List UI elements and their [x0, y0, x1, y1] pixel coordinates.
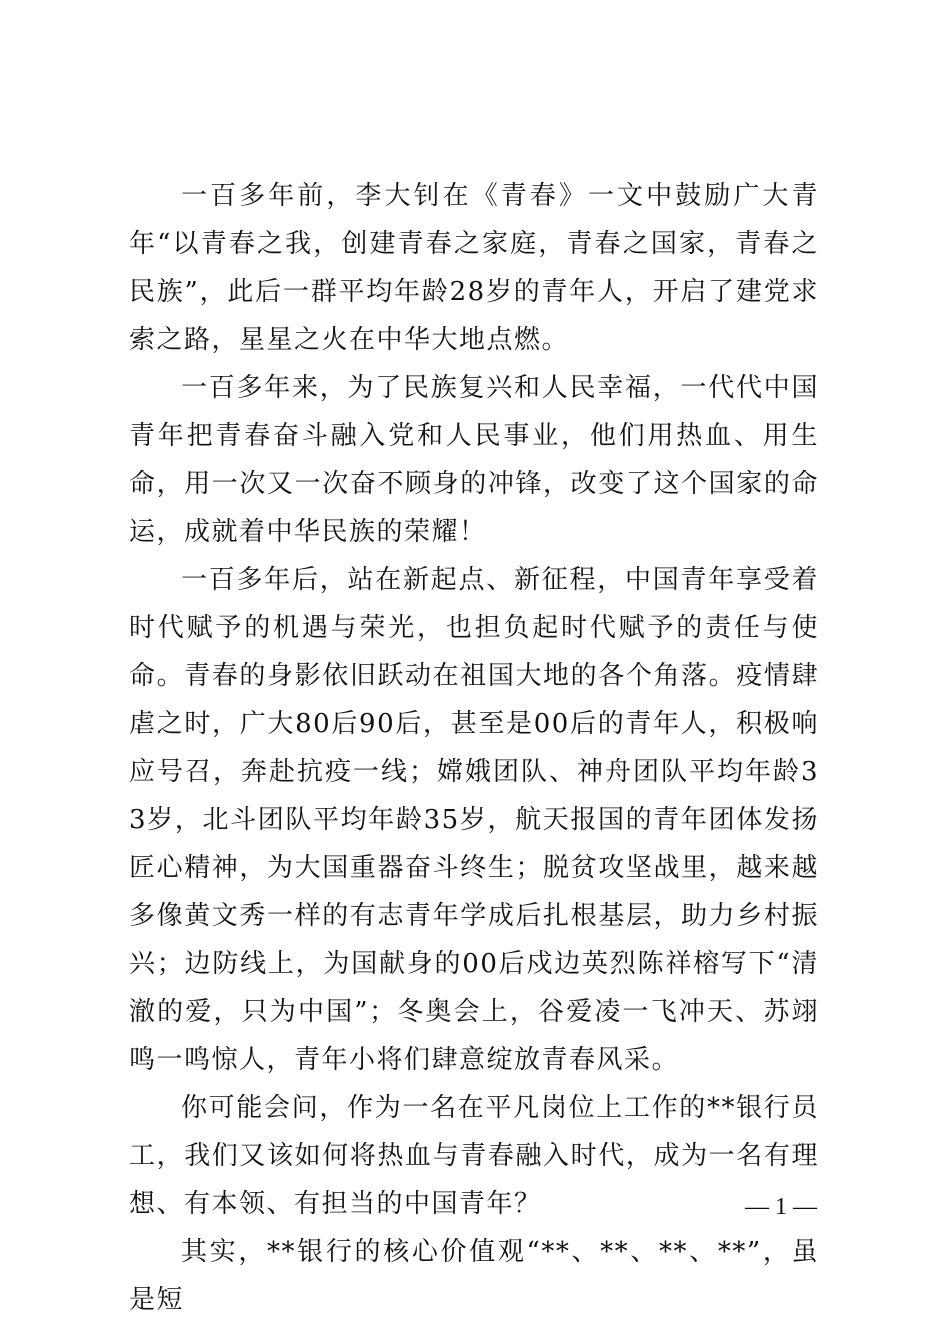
- document-body: [129, 172, 819, 1324]
- paragraph-3: 一百多年后，站在新起点、新征程，中国青年享受着时代赋予的机遇与荣光，也担负起时代赋予的责任与使命。青春的身影依旧跃动在祖国大地的各个角落。疫情肆虐之时，广大80后90后，甚至是00后的青年人，积极响应号召，奔赴抗疫一线；嫦娥团队、神舟团队平均年龄33岁，北斗团队平均年龄35岁，航天报国的青年团体发扬匠心精神，为大国重器奋斗终生；脱贫攻坚战里，越来越多像黄文秀一样的有志青年学成后扎根基层，助力乡村振兴；边防线上，为国献身的00后戍边英烈陈祥榕写下“清澈的爱，只为中国”；冬奥会上，谷爱凌一飞冲天、苏翊鸣一鸣惊人，青年小将们肆意绽放青春风采。: [129, 565, 819, 1075]
- paragraph-4: 你可能会问，作为一名在平凡岗位上工作的**银行员工，我们又该如何将热血与青春融入时代，成为一名有理想、有本领、有担当的中国青年？: [129, 1093, 819, 1219]
- paragraph-5: 其实，**银行的核心价值观“**、**、**、**”，虽是短: [129, 1237, 819, 1315]
- paragraph-1: 一百多年前，李大钊在《青春》一文中鼓励广大青年“以青春之我，创建青春之家庭，青春之国家，青春之民族”，此后一群平均年龄28岁的青年人，开启了建党求索之路，星星之火在中华大地点燃。: [129, 181, 819, 355]
- paragraph-2: 一百多年来，为了民族复兴和人民幸福，一代代中国青年把青春奋斗融入党和人民事业，他们用热血、用生命，用一次又一次奋不顾身的冲锋，改变了这个国家的命运，成就着中华民族的荣耀！: [129, 373, 819, 547]
- page-number: — 1 —: [745, 1194, 817, 1220]
